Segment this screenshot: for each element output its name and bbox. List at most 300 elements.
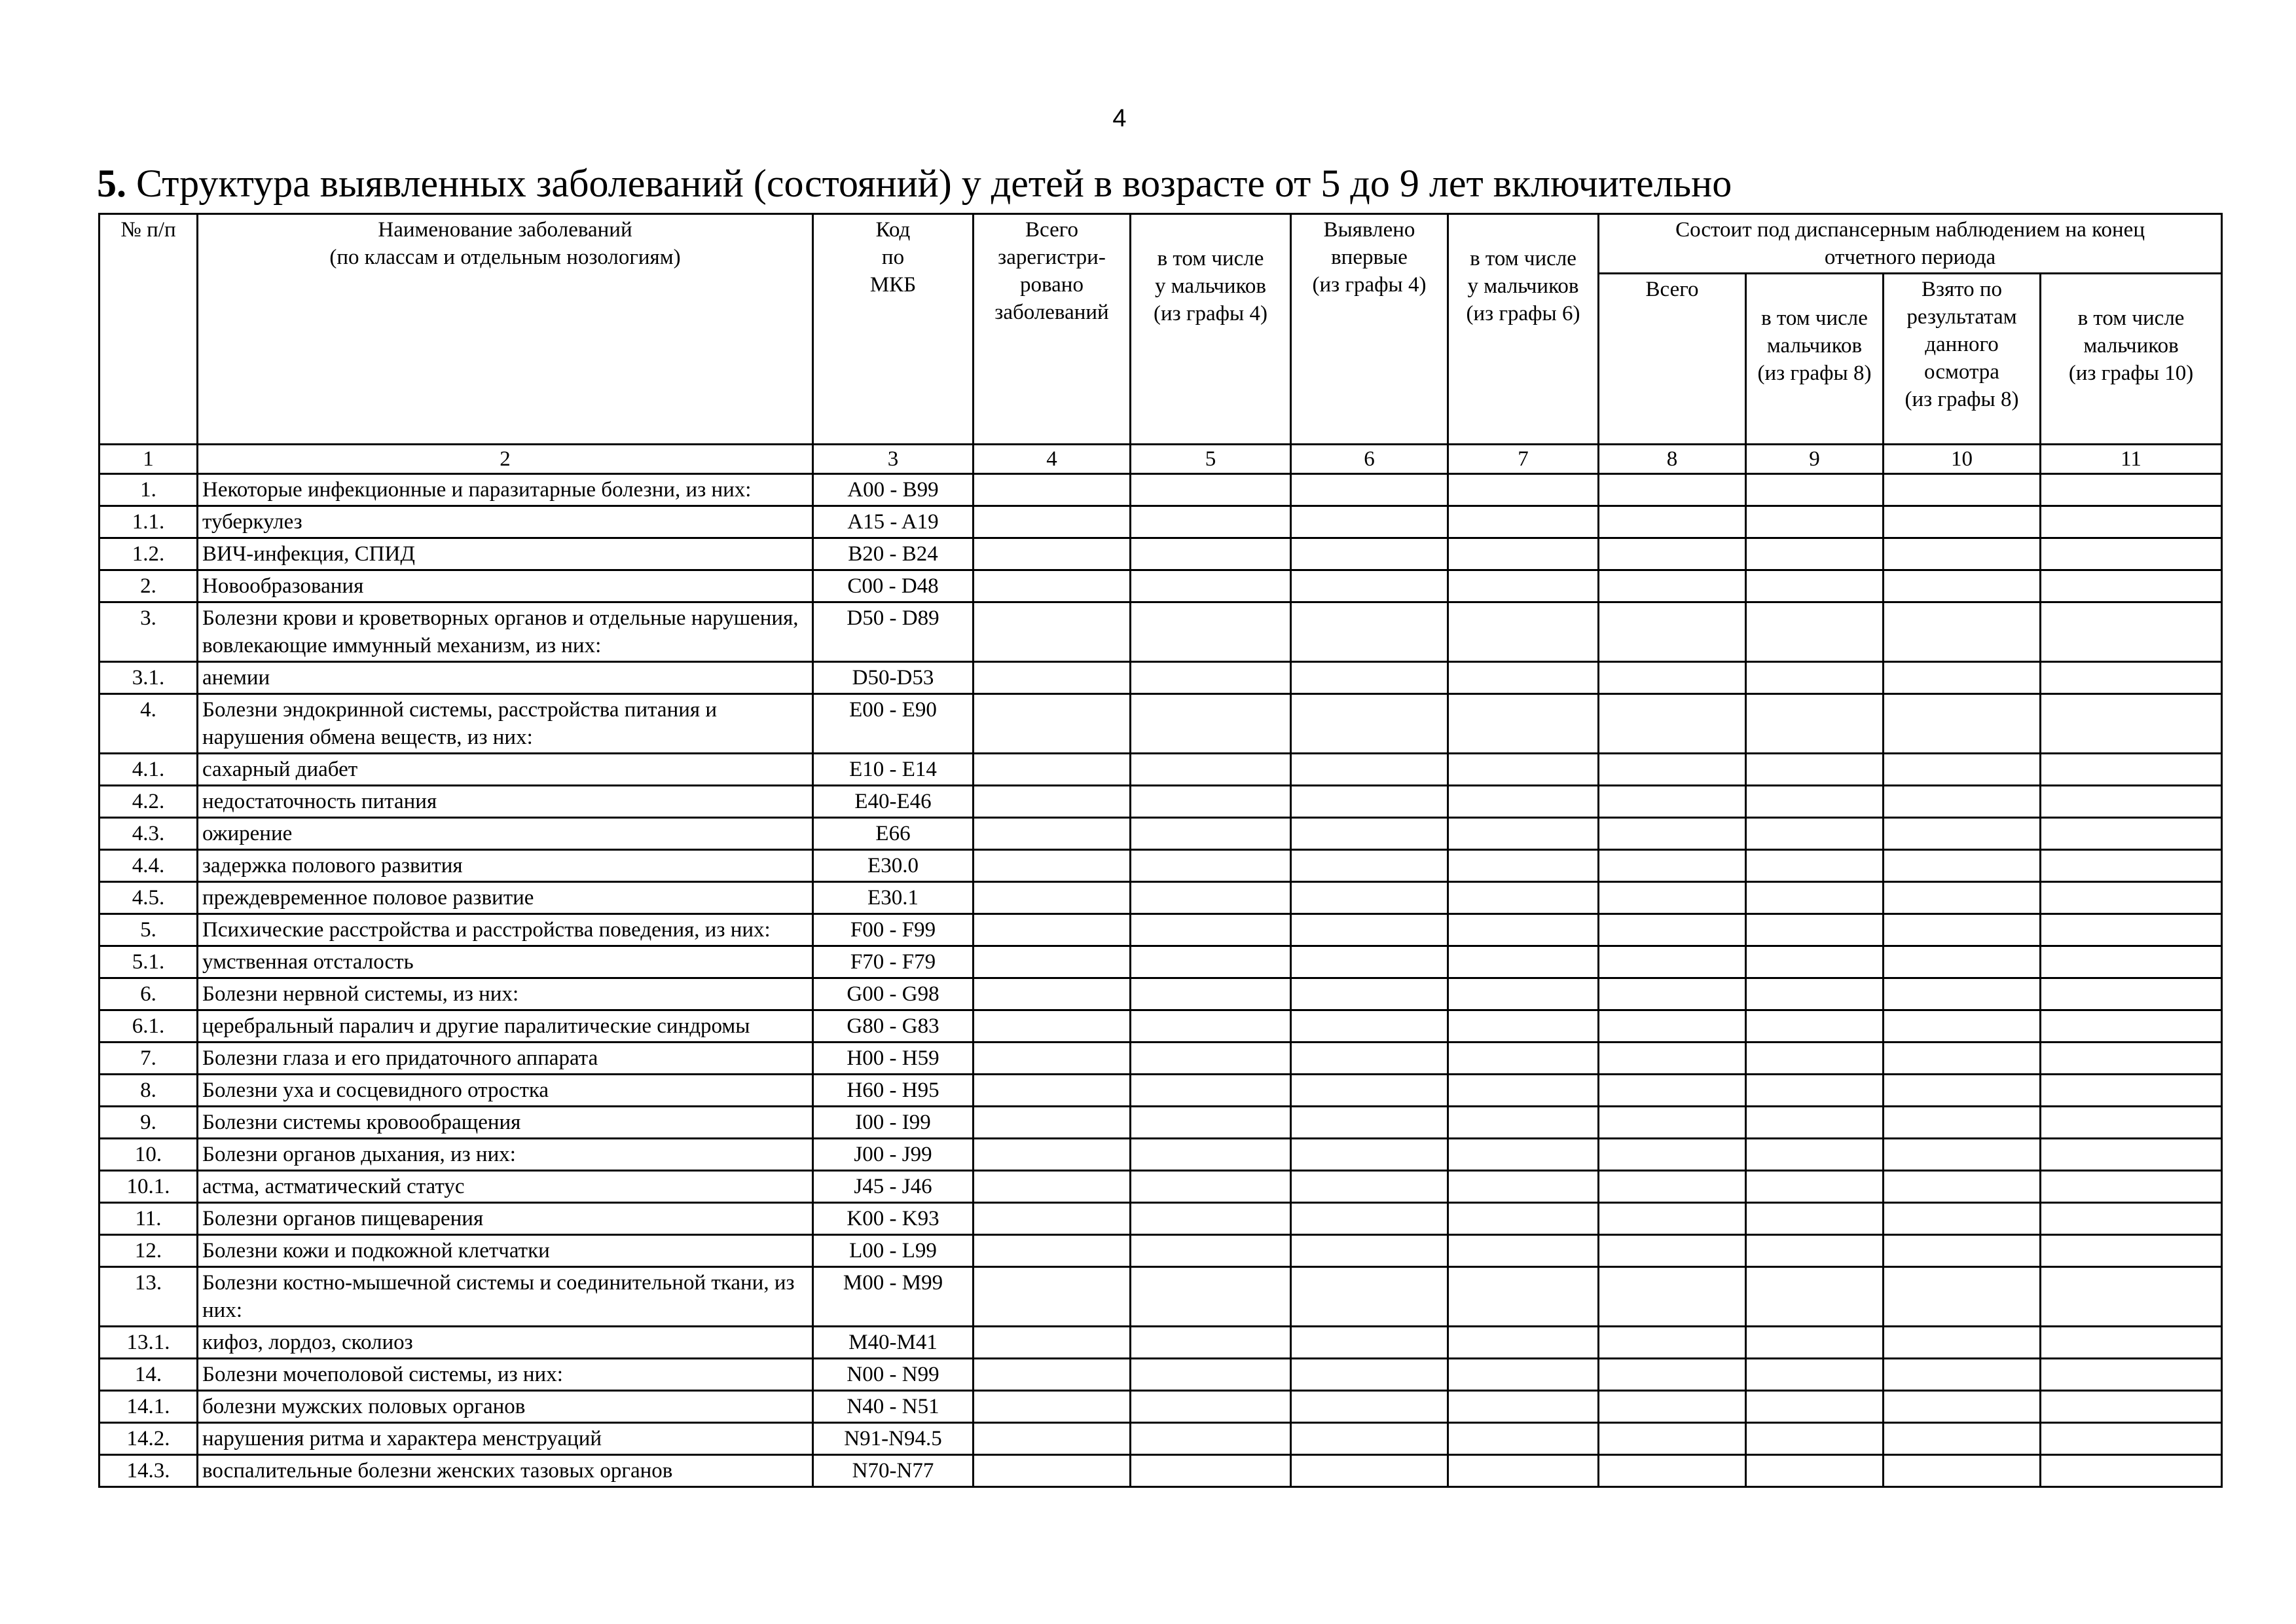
data-cell-col-11[interactable]: [2041, 754, 2222, 786]
disease-name: ВИЧ-инфекция, СПИД: [198, 538, 813, 570]
data-cell-col-8[interactable]: [1599, 662, 1746, 694]
data-cell-col-7[interactable]: [1448, 662, 1599, 694]
data-cell-col-7[interactable]: [1448, 1107, 1599, 1139]
data-cell-col-4[interactable]: [974, 754, 1131, 786]
data-cell-col-9[interactable]: [1746, 1010, 1884, 1043]
data-cell-col-9[interactable]: [1746, 1391, 1884, 1423]
data-cell-col-9[interactable]: [1746, 850, 1884, 882]
data-cell-col-5[interactable]: [1131, 818, 1291, 850]
icd-code: L00 - L99: [813, 1235, 974, 1267]
data-cell-col-7[interactable]: [1448, 1267, 1599, 1327]
row-number: 3.: [100, 602, 198, 662]
data-cell-col-4[interactable]: [974, 602, 1131, 662]
data-cell-col-6[interactable]: [1291, 662, 1448, 694]
header-dispensary-boys: в том числе мальчиков (из графы 8): [1746, 274, 1884, 445]
header-boys-of-col4: в том числе у мальчиков (из графы 4): [1131, 214, 1291, 445]
data-cell-col-10[interactable]: [1884, 946, 2041, 978]
data-cell-col-10[interactable]: [1884, 474, 2041, 506]
data-cell-col-10[interactable]: [1884, 538, 2041, 570]
data-cell-col-9[interactable]: [1746, 1171, 1884, 1203]
data-cell-col-10[interactable]: [1884, 1075, 2041, 1107]
column-number: 9: [1746, 445, 1884, 474]
data-cell-col-6[interactable]: [1291, 1423, 1448, 1455]
row-number: 14.3.: [100, 1455, 198, 1487]
disease-name: Болезни эндокринной системы, расстройства питания и нарушения обмена веществ, из них:: [198, 694, 813, 754]
data-cell-col-8[interactable]: [1599, 1171, 1746, 1203]
data-cell-col-8[interactable]: [1599, 914, 1746, 946]
table-row: [100, 1359, 2222, 1391]
data-cell-col-10[interactable]: [1884, 1235, 2041, 1267]
data-cell-col-6[interactable]: [1291, 850, 1448, 882]
data-cell-col-7[interactable]: [1448, 1139, 1599, 1171]
icd-code: E10 - E14: [813, 754, 974, 786]
data-cell-col-4[interactable]: [974, 1171, 1131, 1203]
data-cell-col-5[interactable]: [1131, 1327, 1291, 1359]
data-cell-col-7[interactable]: [1448, 570, 1599, 602]
data-cell-col-11[interactable]: [2041, 1423, 2222, 1455]
data-cell-col-6[interactable]: [1291, 694, 1448, 754]
data-cell-col-5[interactable]: [1131, 1267, 1291, 1327]
data-cell-col-7[interactable]: [1448, 506, 1599, 538]
data-cell-col-7[interactable]: [1448, 882, 1599, 914]
data-cell-col-6[interactable]: [1291, 946, 1448, 978]
data-cell-col-11[interactable]: [2041, 1139, 2222, 1171]
data-cell-col-8[interactable]: [1599, 946, 1746, 978]
data-cell-col-9[interactable]: [1746, 1455, 1884, 1487]
data-cell-col-6[interactable]: [1291, 882, 1448, 914]
data-cell-col-7[interactable]: [1448, 1423, 1599, 1455]
data-cell-col-6[interactable]: [1291, 602, 1448, 662]
data-cell-col-10[interactable]: [1884, 694, 2041, 754]
data-cell-col-4[interactable]: [974, 1391, 1131, 1423]
data-cell-col-4[interactable]: [974, 1327, 1131, 1359]
icd-code: E30.1: [813, 882, 974, 914]
data-cell-col-9[interactable]: [1746, 786, 1884, 818]
data-cell-col-5[interactable]: [1131, 1107, 1291, 1139]
data-cell-col-5[interactable]: [1131, 1043, 1291, 1075]
data-cell-col-5[interactable]: [1131, 1171, 1291, 1203]
data-cell-col-10[interactable]: [1884, 1267, 2041, 1327]
data-cell-col-7[interactable]: [1448, 538, 1599, 570]
table-row: [100, 818, 2222, 850]
data-cell-col-8[interactable]: [1599, 882, 1746, 914]
data-cell-col-11[interactable]: [2041, 694, 2222, 754]
data-cell-col-5[interactable]: [1131, 1455, 1291, 1487]
data-cell-col-10[interactable]: [1884, 882, 2041, 914]
data-cell-col-11[interactable]: [2041, 786, 2222, 818]
data-cell-col-9[interactable]: [1746, 1139, 1884, 1171]
data-cell-col-4[interactable]: [974, 818, 1131, 850]
table-row: [100, 882, 2222, 914]
data-cell-col-11[interactable]: [2041, 1010, 2222, 1043]
data-cell-col-9[interactable]: [1746, 754, 1884, 786]
data-cell-col-5[interactable]: [1131, 694, 1291, 754]
icd-code: H00 - H59: [813, 1043, 974, 1075]
table-row: [100, 1107, 2222, 1139]
data-cell-col-4[interactable]: [974, 1043, 1131, 1075]
icd-code: N40 - N51: [813, 1391, 974, 1423]
data-cell-col-8[interactable]: [1599, 570, 1746, 602]
row-number: 10.: [100, 1139, 198, 1171]
data-cell-col-8[interactable]: [1599, 1423, 1746, 1455]
data-cell-col-5[interactable]: [1131, 474, 1291, 506]
data-cell-col-7[interactable]: [1448, 1455, 1599, 1487]
data-cell-col-4[interactable]: [974, 694, 1131, 754]
header-disease-name: Наименование заболеваний (по классам и отдельным нозологиям): [198, 214, 813, 445]
data-cell-col-9[interactable]: [1746, 694, 1884, 754]
data-cell-col-5[interactable]: [1131, 1359, 1291, 1391]
data-cell-col-7[interactable]: [1448, 850, 1599, 882]
data-cell-col-7[interactable]: [1448, 1171, 1599, 1203]
data-cell-col-6[interactable]: [1291, 818, 1448, 850]
data-cell-col-7[interactable]: [1448, 1203, 1599, 1235]
data-cell-col-10[interactable]: [1884, 1107, 2041, 1139]
page-title: [97, 160, 2225, 206]
data-cell-col-8[interactable]: [1599, 1359, 1746, 1391]
data-cell-col-9[interactable]: [1746, 1235, 1884, 1267]
data-cell-col-10[interactable]: [1884, 1455, 2041, 1487]
data-cell-col-5[interactable]: [1131, 1075, 1291, 1107]
data-cell-col-7[interactable]: [1448, 1235, 1599, 1267]
data-cell-col-7[interactable]: [1448, 1327, 1599, 1359]
data-cell-col-5[interactable]: [1131, 1235, 1291, 1267]
data-cell-col-7[interactable]: [1448, 1043, 1599, 1075]
data-cell-col-7[interactable]: [1448, 1010, 1599, 1043]
table-row: [100, 786, 2222, 818]
data-cell-col-11[interactable]: [2041, 946, 2222, 978]
data-cell-col-8[interactable]: [1599, 1455, 1746, 1487]
data-cell-col-9[interactable]: [1746, 506, 1884, 538]
table-row: [100, 1139, 2222, 1171]
data-cell-col-11[interactable]: [2041, 1359, 2222, 1391]
data-cell-col-11[interactable]: [2041, 818, 2222, 850]
data-cell-col-6[interactable]: [1291, 1107, 1448, 1139]
data-cell-col-6[interactable]: [1291, 1455, 1448, 1487]
data-cell-col-5[interactable]: [1131, 914, 1291, 946]
data-cell-col-8[interactable]: [1599, 1327, 1746, 1359]
data-cell-col-10[interactable]: [1884, 1359, 2041, 1391]
data-cell-col-4[interactable]: [974, 662, 1131, 694]
data-cell-col-8[interactable]: [1599, 850, 1746, 882]
data-cell-col-11[interactable]: [2041, 506, 2222, 538]
data-cell-col-10[interactable]: [1884, 662, 2041, 694]
data-cell-col-6[interactable]: [1291, 1075, 1448, 1107]
data-cell-col-10[interactable]: [1884, 1327, 2041, 1359]
data-cell-col-7[interactable]: [1448, 978, 1599, 1010]
data-cell-col-10[interactable]: [1884, 1010, 2041, 1043]
row-number: 11.: [100, 1203, 198, 1235]
header-taken-this-exam: Взято по результатам данного осмотра (из графы 8): [1884, 274, 2041, 445]
data-cell-col-9[interactable]: [1746, 1203, 1884, 1235]
table-row: [100, 978, 2222, 1010]
data-cell-col-9[interactable]: [1746, 1075, 1884, 1107]
data-cell-col-7[interactable]: [1448, 1359, 1599, 1391]
data-cell-col-11[interactable]: [2041, 1075, 2222, 1107]
data-cell-col-5[interactable]: [1131, 602, 1291, 662]
data-cell-col-8[interactable]: [1599, 1235, 1746, 1267]
data-cell-col-5[interactable]: [1131, 1423, 1291, 1455]
data-cell-col-7[interactable]: [1448, 474, 1599, 506]
data-cell-col-8[interactable]: [1599, 1203, 1746, 1235]
data-cell-col-4[interactable]: [974, 1423, 1131, 1455]
data-cell-col-4[interactable]: [974, 570, 1131, 602]
data-cell-col-5[interactable]: [1131, 978, 1291, 1010]
data-cell-col-8[interactable]: [1599, 1075, 1746, 1107]
data-cell-col-11[interactable]: [2041, 1107, 2222, 1139]
data-cell-col-5[interactable]: [1131, 882, 1291, 914]
data-cell-col-8[interactable]: [1599, 1391, 1746, 1423]
data-cell-col-9[interactable]: [1746, 914, 1884, 946]
data-cell-col-6[interactable]: [1291, 1391, 1448, 1423]
data-cell-col-10[interactable]: [1884, 1423, 2041, 1455]
data-cell-col-11[interactable]: [2041, 1171, 2222, 1203]
data-cell-col-10[interactable]: [1884, 914, 2041, 946]
data-cell-col-5[interactable]: [1131, 786, 1291, 818]
data-cell-col-4[interactable]: [974, 1139, 1131, 1171]
disease-name: Болезни системы кровообращения: [198, 1107, 813, 1139]
data-cell-col-11[interactable]: [2041, 1391, 2222, 1423]
row-number: 4.: [100, 694, 198, 754]
data-cell-col-11[interactable]: [2041, 1267, 2222, 1327]
data-cell-col-6[interactable]: [1291, 978, 1448, 1010]
data-cell-col-11[interactable]: [2041, 978, 2222, 1010]
data-cell-col-6[interactable]: [1291, 1010, 1448, 1043]
header-row-number: № п/п: [100, 214, 198, 445]
data-cell-col-9[interactable]: [1746, 882, 1884, 914]
data-cell-col-6[interactable]: [1291, 506, 1448, 538]
data-cell-col-11[interactable]: [2041, 914, 2222, 946]
disease-name: умственная отсталость: [198, 946, 813, 978]
data-cell-col-8[interactable]: [1599, 818, 1746, 850]
data-cell-col-6[interactable]: [1291, 1267, 1448, 1327]
data-cell-col-10[interactable]: [1884, 602, 2041, 662]
data-cell-col-8[interactable]: [1599, 538, 1746, 570]
data-cell-col-9[interactable]: [1746, 662, 1884, 694]
header-first-detected: Выявлено впервые (из графы 4): [1291, 214, 1448, 445]
table-row: [100, 1010, 2222, 1043]
icd-code: G00 - G98: [813, 978, 974, 1010]
header-icd-code: Код по МКБ: [813, 214, 974, 445]
disease-name: Болезни крови и кроветворных органов и отдельные нарушения, вовлекающие иммунный механизм, из них:: [198, 602, 813, 662]
data-cell-col-9[interactable]: [1746, 538, 1884, 570]
column-number: 5: [1131, 445, 1291, 474]
data-cell-col-10[interactable]: [1884, 786, 2041, 818]
data-cell-col-5[interactable]: [1131, 506, 1291, 538]
data-cell-col-11[interactable]: [2041, 570, 2222, 602]
data-cell-col-8[interactable]: [1599, 694, 1746, 754]
data-cell-col-6[interactable]: [1291, 754, 1448, 786]
disease-name: Новообразования: [198, 570, 813, 602]
data-cell-col-7[interactable]: [1448, 1391, 1599, 1423]
table-row: [100, 570, 2222, 602]
data-cell-col-5[interactable]: [1131, 1139, 1291, 1171]
disease-name: ожирение: [198, 818, 813, 850]
data-cell-col-11[interactable]: [2041, 538, 2222, 570]
data-cell-col-11[interactable]: [2041, 850, 2222, 882]
column-number: 2: [198, 445, 813, 474]
data-cell-col-6[interactable]: [1291, 538, 1448, 570]
data-cell-col-4[interactable]: [974, 1359, 1131, 1391]
icd-code: E00 - E90: [813, 694, 974, 754]
data-cell-col-8[interactable]: [1599, 754, 1746, 786]
data-cell-col-4[interactable]: [974, 914, 1131, 946]
table-row: [100, 1327, 2222, 1359]
data-cell-col-5[interactable]: [1131, 946, 1291, 978]
data-cell-col-6[interactable]: [1291, 1171, 1448, 1203]
data-cell-col-4[interactable]: [974, 786, 1131, 818]
row-number: 1.1.: [100, 506, 198, 538]
data-cell-col-5[interactable]: [1131, 1010, 1291, 1043]
data-cell-col-10[interactable]: [1884, 1171, 2041, 1203]
data-cell-col-9[interactable]: [1746, 602, 1884, 662]
disease-name: Болезни нервной системы, из них:: [198, 978, 813, 1010]
data-cell-col-5[interactable]: [1131, 570, 1291, 602]
data-cell-col-4[interactable]: [974, 1235, 1131, 1267]
data-cell-col-4[interactable]: [974, 506, 1131, 538]
data-cell-col-7[interactable]: [1448, 694, 1599, 754]
data-cell-col-10[interactable]: [1884, 1391, 2041, 1423]
data-cell-col-9[interactable]: [1746, 1107, 1884, 1139]
data-cell-col-8[interactable]: [1599, 474, 1746, 506]
disease-name: задержка полового развития: [198, 850, 813, 882]
icd-code: E40-E46: [813, 786, 974, 818]
data-cell-col-10[interactable]: [1884, 1139, 2041, 1171]
data-cell-col-9[interactable]: [1746, 946, 1884, 978]
disease-name: воспалительные болезни женских тазовых органов: [198, 1455, 813, 1487]
data-cell-col-7[interactable]: [1448, 818, 1599, 850]
data-cell-col-7[interactable]: [1448, 786, 1599, 818]
data-cell-col-6[interactable]: [1291, 914, 1448, 946]
data-cell-col-5[interactable]: [1131, 662, 1291, 694]
data-cell-col-9[interactable]: [1746, 1359, 1884, 1391]
icd-code: D50 - D89: [813, 602, 974, 662]
data-cell-col-7[interactable]: [1448, 602, 1599, 662]
icd-code: K00 - K93: [813, 1203, 974, 1235]
data-cell-col-4[interactable]: [974, 946, 1131, 978]
data-cell-col-7[interactable]: [1448, 914, 1599, 946]
table-row: [100, 754, 2222, 786]
data-cell-col-4[interactable]: [974, 850, 1131, 882]
data-cell-col-10[interactable]: [1884, 1043, 2041, 1075]
disease-name: Болезни мочеполовой системы, из них:: [198, 1359, 813, 1391]
icd-code: F70 - F79: [813, 946, 974, 978]
table-row: [100, 694, 2222, 754]
data-cell-col-9[interactable]: [1746, 1043, 1884, 1075]
disease-name: кифоз, лордоз, сколиоз: [198, 1327, 813, 1359]
data-cell-col-6[interactable]: [1291, 1327, 1448, 1359]
column-number: 1: [100, 445, 198, 474]
data-cell-col-8[interactable]: [1599, 1107, 1746, 1139]
data-cell-col-5[interactable]: [1131, 538, 1291, 570]
data-cell-col-6[interactable]: [1291, 570, 1448, 602]
data-cell-col-9[interactable]: [1746, 978, 1884, 1010]
data-cell-col-6[interactable]: [1291, 1203, 1448, 1235]
data-cell-col-4[interactable]: [974, 882, 1131, 914]
row-number: 1.2.: [100, 538, 198, 570]
data-cell-col-4[interactable]: [974, 1203, 1131, 1235]
icd-code: E30.0: [813, 850, 974, 882]
data-cell-col-4[interactable]: [974, 1267, 1131, 1327]
data-cell-col-11[interactable]: [2041, 1203, 2222, 1235]
data-cell-col-8[interactable]: [1599, 506, 1746, 538]
data-cell-col-11[interactable]: [2041, 602, 2222, 662]
data-cell-col-5[interactable]: [1131, 754, 1291, 786]
table-row: [100, 1267, 2222, 1327]
data-cell-col-8[interactable]: [1599, 1010, 1746, 1043]
data-cell-col-4[interactable]: [974, 1075, 1131, 1107]
data-cell-col-8[interactable]: [1599, 978, 1746, 1010]
data-cell-col-8[interactable]: [1599, 786, 1746, 818]
column-number: 8: [1599, 445, 1746, 474]
data-cell-col-9[interactable]: [1746, 474, 1884, 506]
icd-code: F00 - F99: [813, 914, 974, 946]
data-cell-col-9[interactable]: [1746, 570, 1884, 602]
data-cell-col-11[interactable]: [2041, 474, 2222, 506]
data-cell-col-5[interactable]: [1131, 1203, 1291, 1235]
data-cell-col-4[interactable]: [974, 1455, 1131, 1487]
data-cell-col-6[interactable]: [1291, 1139, 1448, 1171]
icd-code: G80 - G83: [813, 1010, 974, 1043]
data-cell-col-10[interactable]: [1884, 850, 2041, 882]
data-cell-col-9[interactable]: [1746, 1267, 1884, 1327]
data-cell-col-8[interactable]: [1599, 1267, 1746, 1327]
data-cell-col-4[interactable]: [974, 1010, 1131, 1043]
data-cell-col-7[interactable]: [1448, 754, 1599, 786]
disease-name: Психические расстройства и расстройства поведения, из них:: [198, 914, 813, 946]
data-cell-col-6[interactable]: [1291, 474, 1448, 506]
data-cell-col-10[interactable]: [1884, 754, 2041, 786]
data-cell-col-8[interactable]: [1599, 602, 1746, 662]
data-cell-col-10[interactable]: [1884, 506, 2041, 538]
data-cell-col-6[interactable]: [1291, 786, 1448, 818]
data-cell-col-9[interactable]: [1746, 1327, 1884, 1359]
data-cell-col-11[interactable]: [2041, 1327, 2222, 1359]
header-boys-of-col6: в том числе у мальчиков (из графы 6): [1448, 214, 1599, 445]
disease-name: Болезни уха и сосцевидного отростка: [198, 1075, 813, 1107]
row-number: 4.4.: [100, 850, 198, 882]
data-cell-col-5[interactable]: [1131, 850, 1291, 882]
row-number: 14.2.: [100, 1423, 198, 1455]
data-cell-col-6[interactable]: [1291, 1235, 1448, 1267]
data-cell-col-10[interactable]: [1884, 570, 2041, 602]
data-cell-col-4[interactable]: [974, 1107, 1131, 1139]
data-cell-col-5[interactable]: [1131, 1391, 1291, 1423]
data-cell-col-8[interactable]: [1599, 1139, 1746, 1171]
data-cell-col-10[interactable]: [1884, 1203, 2041, 1235]
data-cell-col-4[interactable]: [974, 538, 1131, 570]
data-cell-col-6[interactable]: [1291, 1043, 1448, 1075]
data-cell-col-7[interactable]: [1448, 1075, 1599, 1107]
data-cell-col-8[interactable]: [1599, 1043, 1746, 1075]
data-cell-col-10[interactable]: [1884, 818, 2041, 850]
disease-structure-table: [98, 213, 2223, 1488]
table-row: [100, 1235, 2222, 1267]
data-cell-col-11[interactable]: [2041, 662, 2222, 694]
data-cell-col-7[interactable]: [1448, 946, 1599, 978]
data-cell-col-11[interactable]: [2041, 1235, 2222, 1267]
data-cell-col-4[interactable]: [974, 474, 1131, 506]
data-cell-col-11[interactable]: [2041, 882, 2222, 914]
data-cell-col-9[interactable]: [1746, 818, 1884, 850]
row-number: 13.: [100, 1267, 198, 1327]
data-cell-col-10[interactable]: [1884, 978, 2041, 1010]
table-row: [100, 946, 2222, 978]
data-cell-col-9[interactable]: [1746, 1423, 1884, 1455]
data-cell-col-11[interactable]: [2041, 1455, 2222, 1487]
data-cell-col-11[interactable]: [2041, 1043, 2222, 1075]
data-cell-col-6[interactable]: [1291, 1359, 1448, 1391]
data-cell-col-4[interactable]: [974, 978, 1131, 1010]
